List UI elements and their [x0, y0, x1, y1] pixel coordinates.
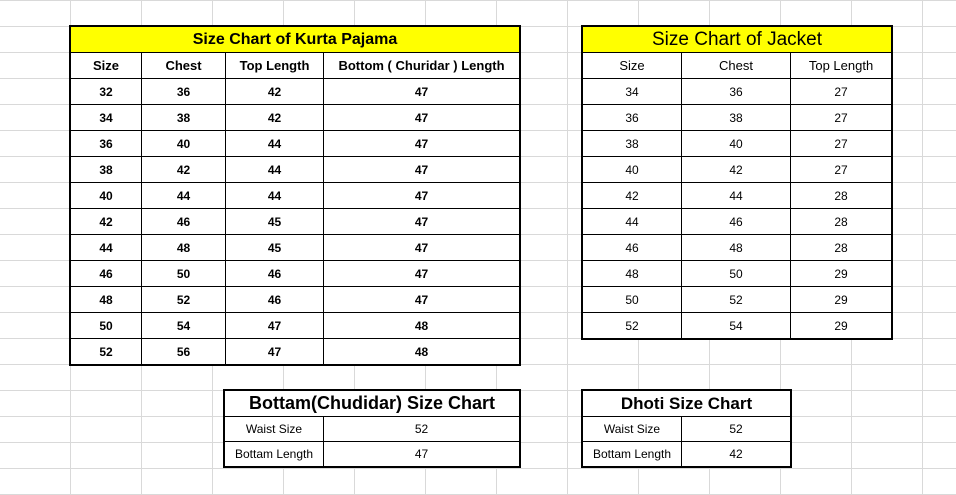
jacket-cell-size: 40 — [583, 157, 682, 183]
jacket-cell-size: 46 — [583, 235, 682, 261]
jacket-cell-top-length: 27 — [791, 79, 892, 105]
kurta-cell-top-length: 44 — [226, 131, 324, 157]
kurta-cell-top-length: 44 — [226, 183, 324, 209]
kurta-cell-bottom-length: 47 — [324, 209, 520, 235]
jacket-header-chest: Chest — [682, 53, 791, 79]
kurta-row — [71, 287, 520, 313]
jacket-cell-chest: 40 — [682, 131, 791, 157]
jacket-row — [583, 79, 892, 105]
kurta-cell-chest: 44 — [142, 183, 226, 209]
jacket-cell-top-length: 29 — [791, 287, 892, 313]
jacket-cell-chest: 48 — [682, 235, 791, 261]
kurta-header-size: Size — [71, 53, 142, 79]
jacket-cell-size: 42 — [583, 183, 682, 209]
jacket-row — [583, 235, 892, 261]
kurta-cell-size: 46 — [71, 261, 142, 287]
kurta-cell-top-length: 42 — [226, 79, 324, 105]
kurta-cell-bottom-length: 47 — [324, 105, 520, 131]
kurta-cell-bottom-length: 47 — [324, 79, 520, 105]
kurta-cell-chest: 42 — [142, 157, 226, 183]
jacket-header-top-length: Top Length — [791, 53, 892, 79]
kurta-row — [71, 131, 520, 157]
jacket-cell-top-length: 27 — [791, 131, 892, 157]
dhoti-cell-label: Waist Size — [583, 417, 682, 442]
kurta-cell-size: 36 — [71, 131, 142, 157]
kurta-cell-size: 42 — [71, 209, 142, 235]
kurta-table-title: Size Chart of Kurta Pajama — [71, 27, 520, 53]
kurta-cell-chest: 48 — [142, 235, 226, 261]
kurta-cell-top-length: 45 — [226, 235, 324, 261]
jacket-row — [583, 183, 892, 209]
kurta-cell-bottom-length: 47 — [324, 183, 520, 209]
jacket-cell-top-length: 28 — [791, 209, 892, 235]
kurta-cell-chest: 46 — [142, 209, 226, 235]
jacket-row — [583, 157, 892, 183]
bottom-cell-label: Waist Size — [225, 417, 324, 442]
kurta-cell-chest: 36 — [142, 79, 226, 105]
jacket-cell-size: 34 — [583, 79, 682, 105]
kurta-cell-size: 38 — [71, 157, 142, 183]
kurta-row — [71, 157, 520, 183]
dhoti-row — [583, 417, 791, 442]
kurta-cell-bottom-length: 47 — [324, 131, 520, 157]
jacket-cell-chest: 42 — [682, 157, 791, 183]
bottom-cell-value: 47 — [324, 442, 520, 467]
jacket-cell-top-length: 28 — [791, 235, 892, 261]
jacket-cell-chest: 54 — [682, 313, 791, 339]
kurta-row — [71, 313, 520, 339]
kurta-row — [71, 105, 520, 131]
jacket-cell-chest: 52 — [682, 287, 791, 313]
jacket-cell-chest: 38 — [682, 105, 791, 131]
dhoti-cell-label: Bottam Length — [583, 442, 682, 467]
dhoti-cell-value: 52 — [682, 417, 791, 442]
kurta-cell-size: 48 — [71, 287, 142, 313]
kurta-cell-bottom-length: 48 — [324, 339, 520, 365]
bottom-row — [225, 417, 520, 442]
kurta-cell-chest: 40 — [142, 131, 226, 157]
kurta-cell-bottom-length: 47 — [324, 235, 520, 261]
kurta-cell-chest: 54 — [142, 313, 226, 339]
kurta-header-chest: Chest — [142, 53, 226, 79]
jacket-header-row — [583, 53, 892, 79]
jacket-cell-chest: 36 — [682, 79, 791, 105]
jacket-cell-top-length: 28 — [791, 183, 892, 209]
kurta-cell-top-length: 44 — [226, 157, 324, 183]
jacket-cell-top-length: 27 — [791, 157, 892, 183]
kurta-row — [71, 339, 520, 365]
kurta-header-top-length: Top Length — [226, 53, 324, 79]
bottom-cell-label: Bottam Length — [225, 442, 324, 467]
kurta-cell-size: 40 — [71, 183, 142, 209]
kurta-size-table — [70, 26, 520, 365]
bottom-size-table — [224, 390, 520, 467]
jacket-row — [583, 313, 892, 339]
jacket-cell-size: 44 — [583, 209, 682, 235]
jacket-row — [583, 105, 892, 131]
kurta-cell-top-length: 42 — [226, 105, 324, 131]
kurta-row — [71, 261, 520, 287]
kurta-row — [71, 235, 520, 261]
dhoti-size-table — [582, 390, 791, 467]
jacket-row — [583, 287, 892, 313]
kurta-cell-bottom-length: 47 — [324, 287, 520, 313]
kurta-cell-size: 52 — [71, 339, 142, 365]
jacket-size-table — [582, 26, 892, 339]
jacket-header-size: Size — [583, 53, 682, 79]
jacket-cell-chest: 44 — [682, 183, 791, 209]
bottom-table-title: Bottam(Chudidar) Size Chart — [225, 391, 520, 417]
kurta-cell-chest: 52 — [142, 287, 226, 313]
jacket-row — [583, 209, 892, 235]
kurta-cell-bottom-length: 47 — [324, 261, 520, 287]
dhoti-cell-value: 42 — [682, 442, 791, 467]
kurta-cell-bottom-length: 48 — [324, 313, 520, 339]
jacket-row — [583, 261, 892, 287]
kurta-cell-size: 50 — [71, 313, 142, 339]
kurta-cell-chest: 50 — [142, 261, 226, 287]
kurta-cell-chest: 38 — [142, 105, 226, 131]
jacket-cell-size: 36 — [583, 105, 682, 131]
jacket-cell-size: 38 — [583, 131, 682, 157]
kurta-header-row — [71, 53, 520, 79]
kurta-cell-top-length: 47 — [226, 339, 324, 365]
kurta-row — [71, 183, 520, 209]
jacket-table-title: Size Chart of Jacket — [583, 27, 892, 53]
jacket-cell-chest: 50 — [682, 261, 791, 287]
bottom-cell-value: 52 — [324, 417, 520, 442]
kurta-cell-size: 44 — [71, 235, 142, 261]
kurta-row — [71, 209, 520, 235]
kurta-row — [71, 79, 520, 105]
jacket-cell-top-length: 29 — [791, 261, 892, 287]
dhoti-row — [583, 442, 791, 467]
jacket-cell-chest: 46 — [682, 209, 791, 235]
bottom-row — [225, 442, 520, 467]
kurta-cell-size: 34 — [71, 105, 142, 131]
kurta-header-bottom-length: Bottom ( Churidar ) Length — [324, 53, 520, 79]
jacket-cell-top-length: 27 — [791, 105, 892, 131]
kurta-cell-top-length: 46 — [226, 261, 324, 287]
kurta-cell-bottom-length: 47 — [324, 157, 520, 183]
kurta-cell-size: 32 — [71, 79, 142, 105]
kurta-cell-top-length: 45 — [226, 209, 324, 235]
kurta-cell-chest: 56 — [142, 339, 226, 365]
kurta-cell-top-length: 46 — [226, 287, 324, 313]
jacket-cell-top-length: 29 — [791, 313, 892, 339]
jacket-cell-size: 52 — [583, 313, 682, 339]
jacket-cell-size: 48 — [583, 261, 682, 287]
dhoti-table-title: Dhoti Size Chart — [583, 391, 791, 417]
kurta-cell-top-length: 47 — [226, 313, 324, 339]
jacket-cell-size: 50 — [583, 287, 682, 313]
jacket-row — [583, 131, 892, 157]
